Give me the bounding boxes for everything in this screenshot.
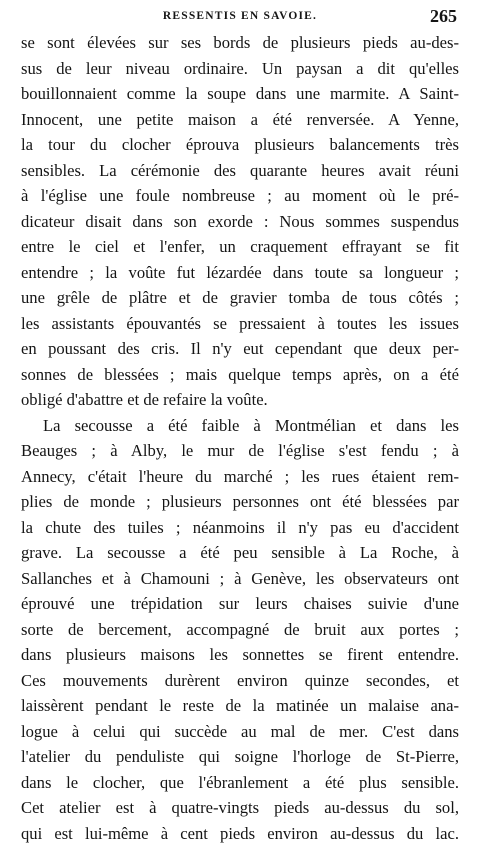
running-title: RESSENTIS EN SAVOIE. bbox=[21, 10, 459, 22]
text-line: se sont élevées sur ses bords de plusieurs pieds au-des- bbox=[21, 30, 459, 56]
text-line: les assistants épouvantés se pressaient à toutes les issues bbox=[21, 311, 459, 337]
text-line: dans le clocher, que l'ébranlement a été plus sensible. bbox=[21, 770, 459, 796]
text-line: obligé d'abattre et de refaire la voûte. bbox=[21, 387, 459, 413]
text-line: entendre ; la voûte fut lézardée dans toute sa longueur ; bbox=[21, 260, 459, 286]
text-line: sensibles. La cérémonie des quarante heures avait réuni bbox=[21, 158, 459, 184]
text-line: sus de leur niveau ordinaire. Un paysan a dit qu'elles bbox=[21, 56, 459, 82]
text-line: entre le ciel et l'enfer, un craquement effrayant se fit bbox=[21, 234, 459, 260]
text-line: en poussant des cris. Il n'y eut cependant que deux per- bbox=[21, 336, 459, 362]
text-line: Sallanches et à Chamouni ; à Genève, les observateurs ont bbox=[21, 566, 459, 592]
text-line: l'atelier du penduliste qui soigne l'horloge de St-Pierre, bbox=[21, 744, 459, 770]
text-line: qui est lui-même à cent pieds environ au-dessus du lac. bbox=[21, 821, 459, 846]
text-line: Ces mouvements durèrent environ quinze secondes, et bbox=[21, 668, 459, 694]
text-line: une grêle de plâtre et de gravier tomba de tous côtés ; bbox=[21, 285, 459, 311]
text-line: logue à celui qui succède au mal de mer. C'est dans bbox=[21, 719, 459, 745]
text-line: la tour du clocher éprouva plusieurs balancements très bbox=[21, 132, 459, 158]
text-line: Innocent, une petite maison a été renversée. A Yenne, bbox=[21, 107, 459, 133]
text-line: La secousse a été faible à Montmélian et dans les bbox=[21, 413, 459, 439]
text-line: plies de monde ; plusieurs personnes ont été blessées par bbox=[21, 489, 459, 515]
text-line: Beauges ; à Alby, le mur de l'église s'est fendu ; à bbox=[21, 438, 459, 464]
page-number: 265 bbox=[430, 6, 457, 27]
book-page bbox=[21, 8, 459, 846]
page-header bbox=[21, 8, 459, 30]
text-line: dicateur disait dans son exorde : Nous sommes suspendus bbox=[21, 209, 459, 235]
text-line: bouillonnaient comme la soupe dans une marmite. A Saint- bbox=[21, 81, 459, 107]
text-line: Cet atelier est à quatre-vingts pieds au-dessus du sol, bbox=[21, 795, 459, 821]
text-line: grave. La secousse a été peu sensible à La Roche, à bbox=[21, 540, 459, 566]
text-line: laissèrent pendant le reste de la matinée un malaise ana- bbox=[21, 693, 459, 719]
text-line: à l'église une foule nombreuse ; au moment où le pré- bbox=[21, 183, 459, 209]
text-line: la chute des tuiles ; néanmoins il n'y pas eu d'accident bbox=[21, 515, 459, 541]
text-line: Annecy, c'était l'heure du marché ; les rues étaient rem- bbox=[21, 464, 459, 490]
paragraph-2 bbox=[21, 413, 459, 846]
text-line: éprouvé une trépidation sur leurs chaises suivie d'une bbox=[21, 591, 459, 617]
text-line: sonnes de blessées ; mais quelque temps après, on a été bbox=[21, 362, 459, 388]
text-line: dans plusieurs maisons les sonnettes se firent entendre. bbox=[21, 642, 459, 668]
text-line: sorte de bercement, accompagné de bruit aux portes ; bbox=[21, 617, 459, 643]
paragraph-1 bbox=[21, 30, 459, 413]
